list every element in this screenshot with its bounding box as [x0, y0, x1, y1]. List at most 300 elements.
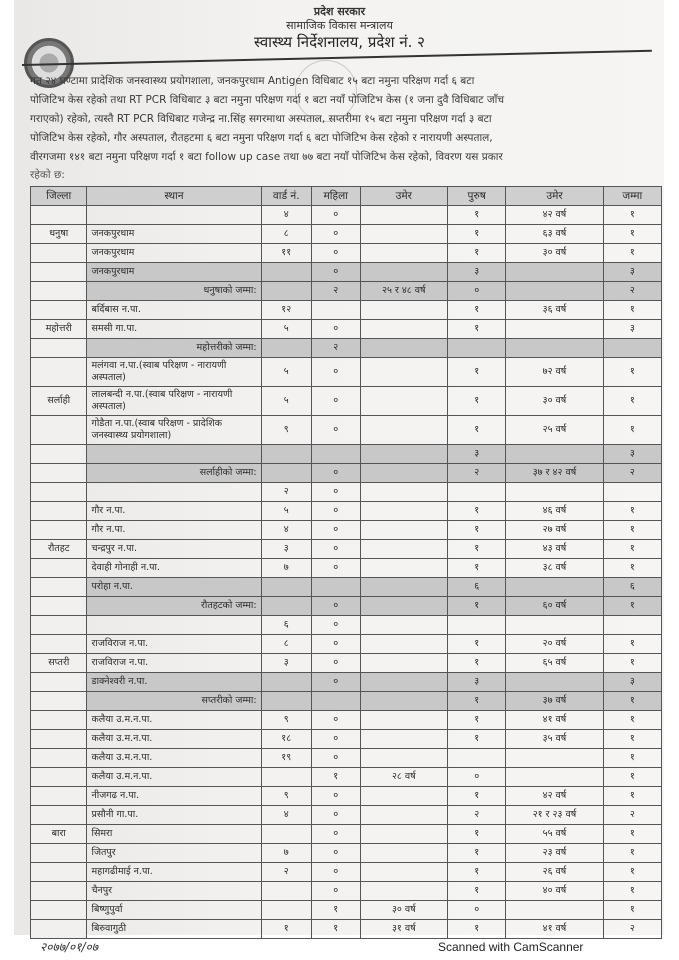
female-cell: १	[311, 768, 360, 787]
district-cell	[31, 692, 87, 711]
total-cell: १	[603, 711, 661, 730]
total-cell: १	[603, 901, 661, 920]
place-cell: देवाही गोनाही न.पा.	[87, 559, 261, 578]
place-cell: सर्लाहीको जम्मा:	[87, 464, 261, 483]
place-cell: सप्तरीको जम्मा:	[87, 692, 261, 711]
ward-cell	[261, 282, 311, 301]
female-cell: ०	[311, 502, 360, 521]
male-age-cell	[506, 445, 603, 464]
total-cell: १	[603, 654, 661, 673]
total-cell: १	[603, 825, 661, 844]
place-cell: जनकपुरधाम	[87, 244, 261, 263]
female-cell: ०	[311, 263, 360, 282]
ward-cell: १२	[261, 301, 311, 320]
female-age-cell	[360, 464, 448, 483]
col-total: जम्मा	[603, 187, 661, 206]
district-cell	[31, 711, 87, 730]
subtotal-row	[31, 597, 662, 616]
female-cell: ०	[311, 730, 360, 749]
male-age-cell	[506, 483, 603, 502]
district-cell: धनुषा	[31, 225, 87, 244]
table-row	[31, 225, 662, 244]
male-age-cell: ६३ वर्ष	[506, 225, 603, 244]
male-cell: १	[448, 635, 506, 654]
ward-cell: ५	[261, 358, 311, 387]
male-cell: २	[448, 806, 506, 825]
male-cell: १	[448, 521, 506, 540]
table-row	[31, 863, 662, 882]
ward-cell: ६	[261, 616, 311, 635]
table-row	[31, 730, 662, 749]
female-age-cell	[360, 540, 448, 559]
male-cell	[448, 483, 506, 502]
female-age-cell	[360, 635, 448, 654]
table-row	[31, 263, 662, 282]
ward-cell: २	[261, 483, 311, 502]
subtotal-row	[31, 692, 662, 711]
total-cell: ३	[603, 320, 661, 339]
total-cell: १	[603, 768, 661, 787]
male-cell: ०	[448, 768, 506, 787]
table-row	[31, 711, 662, 730]
district-cell	[31, 263, 87, 282]
total-cell: १	[603, 749, 661, 768]
female-cell: ०	[311, 711, 360, 730]
male-age-cell: २३ वर्ष	[506, 844, 603, 863]
male-cell: १	[448, 654, 506, 673]
female-age-cell	[360, 806, 448, 825]
ward-cell: ८	[261, 225, 311, 244]
female-cell: ०	[311, 863, 360, 882]
ward-cell	[261, 464, 311, 483]
ward-cell: ३	[261, 654, 311, 673]
place-cell: मलंगवा न.पा.(स्वाब परिक्षण - नारायणी अस्पताल)	[87, 358, 261, 387]
ward-cell	[261, 882, 311, 901]
place-cell: समसी गा.पा.	[87, 320, 261, 339]
male-cell: १	[448, 244, 506, 263]
total-cell: १	[603, 597, 661, 616]
male-cell: १	[448, 225, 506, 244]
district-cell	[31, 339, 87, 358]
female-age-cell: २८ वर्ष	[360, 768, 448, 787]
ward-cell	[261, 673, 311, 692]
district-cell	[31, 844, 87, 863]
ward-cell: ९	[261, 787, 311, 806]
district-cell	[31, 768, 87, 787]
male-age-cell: ४० वर्ष	[506, 882, 603, 901]
male-cell	[448, 616, 506, 635]
female-cell	[311, 301, 360, 320]
place-cell: बर्दिबास न.पा.	[87, 301, 261, 320]
female-age-cell: २५ र ४८ वर्ष	[360, 282, 448, 301]
female-age-cell	[360, 844, 448, 863]
total-cell: १	[603, 521, 661, 540]
header-line-1: प्रदेश सरकार	[313, 5, 366, 18]
total-cell: १	[603, 387, 661, 416]
district-cell	[31, 863, 87, 882]
female-cell: १	[311, 920, 360, 939]
place-cell: डाक्नेश्वरी न.पा.	[87, 673, 261, 692]
total-cell: १	[603, 225, 661, 244]
female-cell: २	[311, 339, 360, 358]
table-row	[31, 673, 662, 692]
paragraph-line: रहेको छ:	[30, 169, 65, 181]
ward-cell	[261, 597, 311, 616]
female-cell: ०	[311, 749, 360, 768]
district-cell: बारा	[31, 825, 87, 844]
district-cell	[31, 787, 87, 806]
table-row	[31, 502, 662, 521]
district-cell	[31, 806, 87, 825]
male-cell: ३	[448, 445, 506, 464]
table-row	[31, 616, 662, 635]
district-cell	[31, 521, 87, 540]
ward-cell: ८	[261, 635, 311, 654]
table-row	[31, 540, 662, 559]
male-age-cell	[506, 616, 603, 635]
paragraph-line: पोजिटिभ केस रहेको, गौर अस्पताल, रौतहटमा ६ बटा नमुना परिक्षण गर्दा ६ बटा पोजिटिभ केस रहेको र नारायणी अस्पताल,	[30, 132, 493, 144]
male-cell: ३	[448, 263, 506, 282]
district-cell	[31, 464, 87, 483]
female-age-cell	[360, 387, 448, 416]
district-cell: सर्लाही	[31, 387, 87, 416]
female-age-cell	[360, 882, 448, 901]
table-row	[31, 320, 662, 339]
district-cell: सप्तरी	[31, 654, 87, 673]
ward-cell: ५	[261, 502, 311, 521]
female-cell: ०	[311, 225, 360, 244]
total-cell: १	[603, 787, 661, 806]
district-cell	[31, 244, 87, 263]
table-row	[31, 825, 662, 844]
total-cell	[603, 483, 661, 502]
female-age-cell: ३१ वर्ष	[360, 920, 448, 939]
female-cell: ०	[311, 787, 360, 806]
male-age-cell: ३५ वर्ष	[506, 730, 603, 749]
summary-paragraph	[30, 72, 655, 167]
ward-cell	[261, 692, 311, 711]
total-cell: १	[603, 244, 661, 263]
female-cell: ०	[311, 320, 360, 339]
camscanner-footer: Scanned with CamScanner	[438, 940, 584, 954]
male-cell: १	[448, 416, 506, 445]
place-cell	[87, 483, 261, 502]
table-row	[31, 301, 662, 320]
district-cell	[31, 559, 87, 578]
male-cell	[448, 749, 506, 768]
place-cell: कलैया उ.म.न.पा.	[87, 730, 261, 749]
total-cell: ३	[603, 445, 661, 464]
district-cell	[31, 578, 87, 597]
place-cell: कलैया उ.म.न.पा.	[87, 711, 261, 730]
district-cell	[31, 882, 87, 901]
male-cell: १	[448, 882, 506, 901]
male-age-cell: ४३ वर्ष	[506, 540, 603, 559]
district-cell	[31, 301, 87, 320]
ward-cell: १८	[261, 730, 311, 749]
female-age-cell	[360, 521, 448, 540]
male-age-cell: ४२ वर्ष	[506, 787, 603, 806]
ward-cell	[261, 825, 311, 844]
total-cell	[603, 339, 661, 358]
male-age-cell: ४२ वर्ष	[506, 206, 603, 225]
female-age-cell	[360, 787, 448, 806]
male-age-cell: २१ र २३ वर्ष	[506, 806, 603, 825]
male-cell: १	[448, 301, 506, 320]
female-cell	[311, 578, 360, 597]
district-cell	[31, 483, 87, 502]
female-cell: २	[311, 282, 360, 301]
paragraph-line: पोजिटिभ केस रहेको तथा RT PCR विधिबाट ३ बटा नमुना परिक्षण गर्दा १ बटा नयाँ पोजिटिभ केस (१ जना दुवै विधिबाट जाँच	[30, 94, 505, 106]
female-cell: ०	[311, 387, 360, 416]
col-place: स्थान	[87, 187, 261, 206]
female-age-cell	[360, 320, 448, 339]
male-cell: १	[448, 787, 506, 806]
female-age-cell	[360, 244, 448, 263]
male-age-cell	[506, 673, 603, 692]
ward-cell: ४	[261, 521, 311, 540]
place-cell: सिमरा	[87, 825, 261, 844]
place-cell: प्रसौनी गा.पा.	[87, 806, 261, 825]
subtotal-row	[31, 282, 662, 301]
female-cell: ०	[311, 616, 360, 635]
ward-cell	[261, 263, 311, 282]
total-cell: २	[603, 282, 661, 301]
table-row	[31, 358, 662, 387]
total-cell: १	[603, 540, 661, 559]
district-cell	[31, 749, 87, 768]
place-cell: गौर न.पा.	[87, 502, 261, 521]
ward-cell: २	[261, 863, 311, 882]
total-cell: १	[603, 730, 661, 749]
table-row	[31, 787, 662, 806]
total-cell: ६	[603, 578, 661, 597]
female-cell: ०	[311, 654, 360, 673]
male-cell: १	[448, 844, 506, 863]
male-age-cell	[506, 339, 603, 358]
subtotal-row	[31, 339, 662, 358]
male-cell: १	[448, 502, 506, 521]
total-cell: १	[603, 206, 661, 225]
male-age-cell	[506, 578, 603, 597]
male-age-cell	[506, 320, 603, 339]
table-row	[31, 749, 662, 768]
male-age-cell	[506, 263, 603, 282]
female-age-cell	[360, 206, 448, 225]
place-cell: जितपुर	[87, 844, 261, 863]
district-cell	[31, 282, 87, 301]
male-cell: १	[448, 597, 506, 616]
male-cell: ६	[448, 578, 506, 597]
female-cell: ०	[311, 597, 360, 616]
total-cell: १	[603, 301, 661, 320]
place-cell: जनकपुरधाम	[87, 263, 261, 282]
total-cell: १	[603, 416, 661, 445]
place-cell: गोडैता न.पा.(स्वाब परिक्षण - प्रादेशिक जनस्वास्थ्य प्रयोगशाला)	[87, 416, 261, 445]
male-age-cell: ५५ वर्ष	[506, 825, 603, 844]
place-cell: कलैया उ.म.न.पा.	[87, 768, 261, 787]
ward-cell: ९	[261, 711, 311, 730]
male-cell: २	[448, 464, 506, 483]
male-cell: १	[448, 559, 506, 578]
male-cell: १	[448, 387, 506, 416]
place-cell: बिष्णुपुर्वा	[87, 901, 261, 920]
ward-cell: ७	[261, 559, 311, 578]
district-cell: रौतहट	[31, 540, 87, 559]
table-row	[31, 206, 662, 225]
table-row	[31, 901, 662, 920]
male-age-cell: ३६ वर्ष	[506, 301, 603, 320]
col-male: पुरुष	[448, 187, 506, 206]
male-age-cell	[506, 901, 603, 920]
total-cell: १	[603, 358, 661, 387]
place-cell: महागढीमाई न.पा.	[87, 863, 261, 882]
place-cell: बिरुवागुठी	[87, 920, 261, 939]
male-cell	[448, 339, 506, 358]
place-cell: परोहा न.पा.	[87, 578, 261, 597]
male-age-cell: ७२ वर्ष	[506, 358, 603, 387]
female-age-cell	[360, 301, 448, 320]
place-cell: जनकपुरधाम	[87, 225, 261, 244]
male-age-cell	[506, 749, 603, 768]
ward-cell	[261, 445, 311, 464]
district-cell	[31, 502, 87, 521]
total-cell: २	[603, 464, 661, 483]
male-cell: ३	[448, 673, 506, 692]
ward-cell	[261, 339, 311, 358]
male-age-cell	[506, 282, 603, 301]
male-age-cell: ३७ वर्ष	[506, 692, 603, 711]
female-cell	[311, 445, 360, 464]
female-age-cell	[360, 416, 448, 445]
total-cell	[603, 616, 661, 635]
ward-cell: १	[261, 920, 311, 939]
district-cell	[31, 616, 87, 635]
paragraph-line: वीरगजमा १४१ बटा नमुना परिक्षण गर्दा १ बटा follow up case तथा ७७ बटा नयाँ पोजिटिभ केस रहेको, विवरण यस प्रकार	[30, 151, 503, 163]
female-cell: १	[311, 901, 360, 920]
table-row	[31, 654, 662, 673]
paragraph-line: गत २४ घण्टामा प्रादेशिक जनस्वास्थ्य प्रयोगशाला, जनकपुरधाम Antigen विधिबाट १५ बटा नमुना परिक्षण गर्दा ६ बटा	[30, 75, 475, 87]
ward-cell: ४	[261, 206, 311, 225]
table-row	[31, 521, 662, 540]
female-cell: ०	[311, 844, 360, 863]
table-row	[31, 387, 662, 416]
table-row	[31, 635, 662, 654]
table-header-row	[31, 187, 662, 206]
female-cell: ०	[311, 540, 360, 559]
district-cell	[31, 920, 87, 939]
ward-cell	[261, 901, 311, 920]
signature: २०७७/०१/०७	[40, 940, 99, 954]
district-cell: महोत्तरी	[31, 320, 87, 339]
table-row	[31, 768, 662, 787]
male-cell: १	[448, 825, 506, 844]
ward-cell: ११	[261, 244, 311, 263]
male-cell: १	[448, 692, 506, 711]
total-cell: २	[603, 806, 661, 825]
ward-cell: ३	[261, 540, 311, 559]
female-cell: ०	[311, 882, 360, 901]
district-cell	[31, 358, 87, 387]
total-cell: १	[603, 692, 661, 711]
female-age-cell	[360, 358, 448, 387]
male-age-cell: ४१ वर्ष	[506, 920, 603, 939]
female-cell: ०	[311, 416, 360, 445]
male-cell: १	[448, 206, 506, 225]
female-cell: ०	[311, 206, 360, 225]
female-age-cell	[360, 263, 448, 282]
male-age-cell: ३७ र ४२ वर्ष	[506, 464, 603, 483]
table-row	[31, 244, 662, 263]
table-row	[31, 483, 662, 502]
female-age-cell	[360, 730, 448, 749]
male-cell: ०	[448, 282, 506, 301]
total-cell: ३	[603, 263, 661, 282]
female-cell	[311, 692, 360, 711]
male-age-cell	[506, 768, 603, 787]
male-cell: १	[448, 863, 506, 882]
male-cell: १	[448, 730, 506, 749]
total-cell: १	[603, 882, 661, 901]
female-age-cell	[360, 578, 448, 597]
male-cell: १	[448, 540, 506, 559]
female-age-cell	[360, 559, 448, 578]
female-cell: ०	[311, 244, 360, 263]
col-female: महिला	[311, 187, 360, 206]
male-age-cell: ४६ वर्ष	[506, 502, 603, 521]
col-female-age: उमेर	[360, 187, 448, 206]
male-age-cell: २० वर्ष	[506, 635, 603, 654]
male-age-cell: ३८ वर्ष	[506, 559, 603, 578]
male-cell: १	[448, 711, 506, 730]
district-cell	[31, 730, 87, 749]
female-cell: ०	[311, 825, 360, 844]
table-row	[31, 445, 662, 464]
total-cell: १	[603, 559, 661, 578]
male-cell: ०	[448, 901, 506, 920]
place-cell: राजविराज न.पा.	[87, 654, 261, 673]
female-age-cell	[360, 692, 448, 711]
female-age-cell	[360, 863, 448, 882]
ward-cell: ४	[261, 806, 311, 825]
place-cell: धनुषाको जम्मा:	[87, 282, 261, 301]
district-cell	[31, 635, 87, 654]
female-age-cell	[360, 483, 448, 502]
total-cell: १	[603, 863, 661, 882]
table-row	[31, 882, 662, 901]
district-cell	[31, 416, 87, 445]
female-age-cell	[360, 502, 448, 521]
ward-cell	[261, 768, 311, 787]
header-line-3: स्वास्थ्य निर्देशनालय, प्रदेश नं. २	[254, 33, 425, 51]
female-age-cell	[360, 654, 448, 673]
female-cell: ०	[311, 559, 360, 578]
place-cell: चन्द्रपुर न.पा.	[87, 540, 261, 559]
male-age-cell: ३० वर्ष	[506, 244, 603, 263]
place-cell: नीजगढ न.पा.	[87, 787, 261, 806]
district-cell	[31, 597, 87, 616]
place-cell	[87, 206, 261, 225]
place-cell: गौर न.पा.	[87, 521, 261, 540]
place-cell: रौतहटको जम्मा:	[87, 597, 261, 616]
male-age-cell: ३० वर्ष	[506, 387, 603, 416]
male-age-cell: ६० वर्ष	[506, 597, 603, 616]
place-cell: राजविराज न.पा.	[87, 635, 261, 654]
total-cell: १	[603, 635, 661, 654]
col-district: जिल्ला	[31, 187, 87, 206]
female-age-cell	[360, 339, 448, 358]
place-cell: महोत्तरीको जम्मा:	[87, 339, 261, 358]
